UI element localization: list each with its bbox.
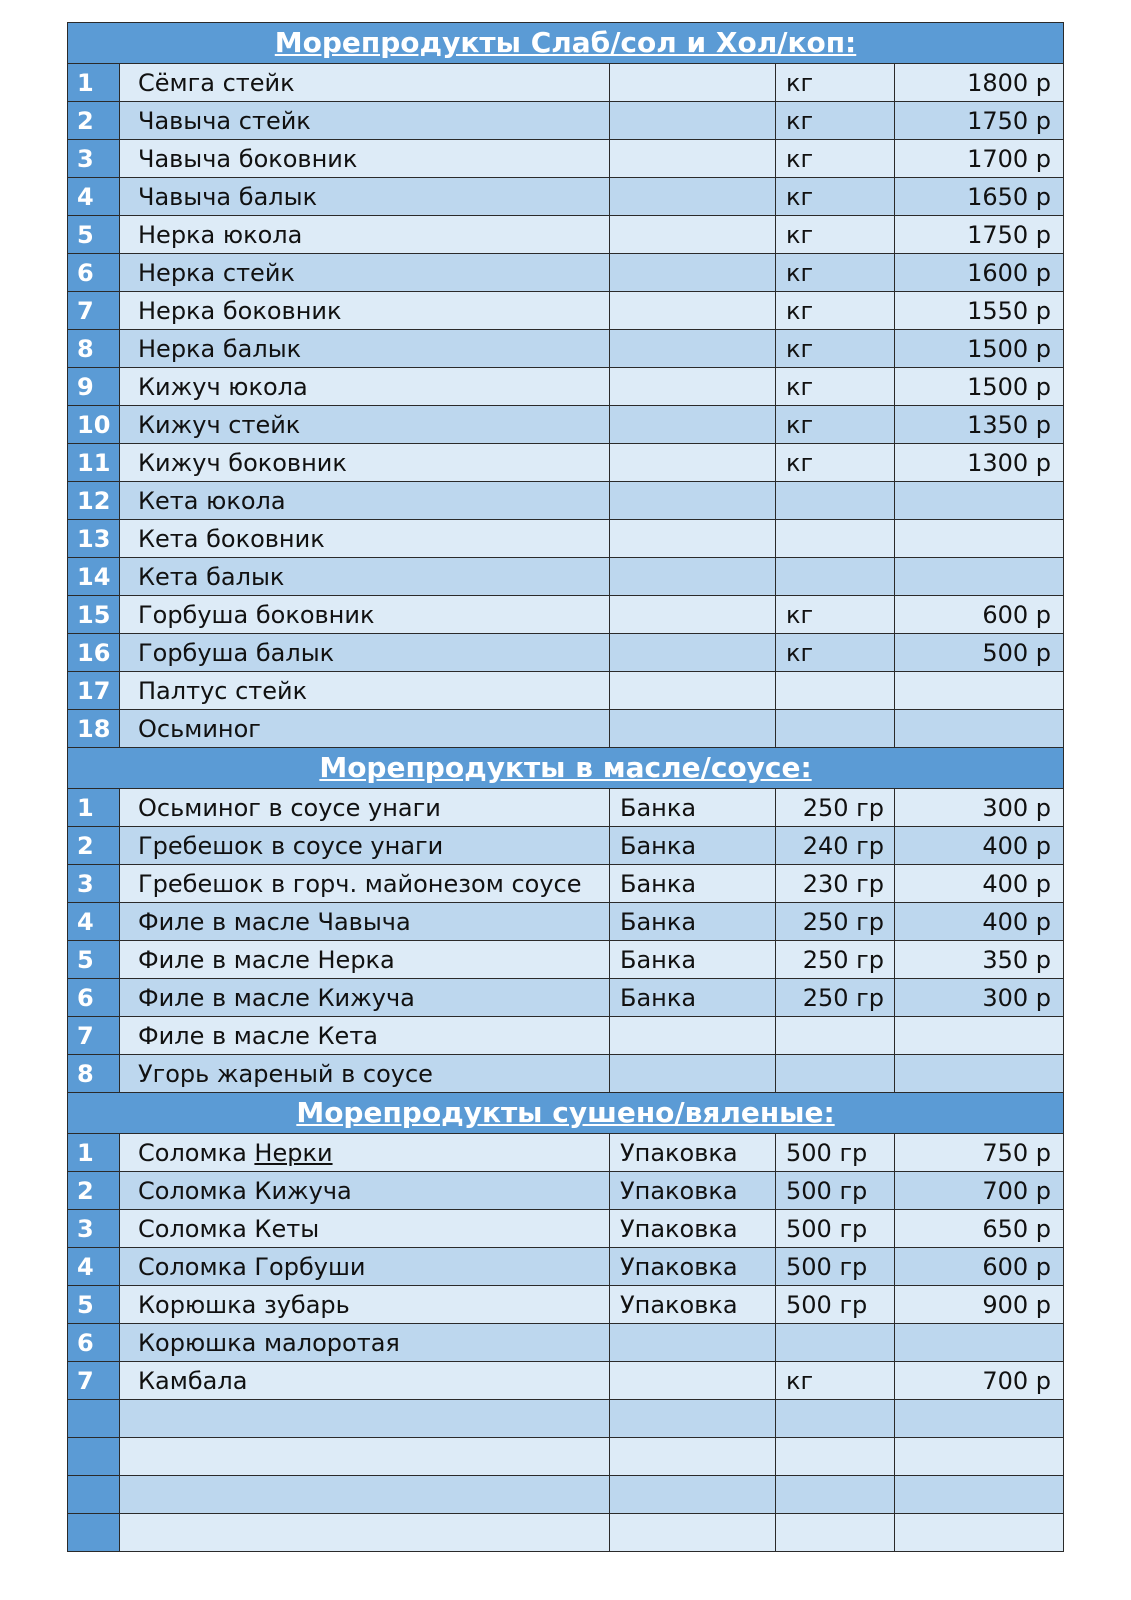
table-row [68, 1324, 1064, 1362]
unit-weight: кг [776, 102, 895, 140]
price [895, 672, 1064, 710]
price: 1300 р [895, 444, 1064, 482]
unit-weight: 500 гр [776, 1286, 895, 1324]
table-row [68, 102, 1064, 140]
table-row [68, 178, 1064, 216]
row-number: 2 [68, 827, 120, 865]
product-name: Нерка юкола [120, 216, 610, 254]
package-type: Банка [610, 979, 776, 1017]
unit-weight: кг [776, 596, 895, 634]
product-name: Нерка балык [120, 330, 610, 368]
product-name [120, 1514, 610, 1552]
package-type [610, 1055, 776, 1093]
row-number: 10 [68, 406, 120, 444]
price: 1350 р [895, 406, 1064, 444]
row-number: 3 [68, 140, 120, 178]
package-type [610, 140, 776, 178]
row-number [68, 1476, 120, 1514]
unit-weight: кг [776, 64, 895, 102]
package-type [610, 102, 776, 140]
product-name: Осьминог в соусе унаги [120, 789, 610, 827]
table-row [68, 1172, 1064, 1210]
product-name: Кета боковник [120, 520, 610, 558]
price: 1750 р [895, 216, 1064, 254]
row-number: 15 [68, 596, 120, 634]
unit-weight [776, 1017, 895, 1055]
product-name: Кета балык [120, 558, 610, 596]
unit-weight [776, 1514, 895, 1552]
section-header [68, 1093, 1064, 1134]
table-row [68, 1514, 1064, 1552]
package-type [610, 1400, 776, 1438]
table-row [68, 634, 1064, 672]
unit-weight [776, 710, 895, 748]
section-title: Морепродукты сушено/вяленые: [68, 1093, 1064, 1134]
row-number: 2 [68, 102, 120, 140]
unit-weight: кг [776, 178, 895, 216]
row-number: 3 [68, 1210, 120, 1248]
package-type [610, 1438, 776, 1476]
row-number: 7 [68, 1362, 120, 1400]
table-row [68, 216, 1064, 254]
price: 400 р [895, 827, 1064, 865]
product-name: Чавыча стейк [120, 102, 610, 140]
row-number: 8 [68, 330, 120, 368]
row-number: 6 [68, 1324, 120, 1362]
unit-weight: 500 гр [776, 1134, 895, 1172]
unit-weight: 250 гр [776, 903, 895, 941]
package-type: Банка [610, 789, 776, 827]
table-row [68, 406, 1064, 444]
unit-weight: 500 гр [776, 1172, 895, 1210]
price: 1500 р [895, 330, 1064, 368]
price [895, 1400, 1064, 1438]
product-name [120, 1134, 610, 1172]
product-name: Сёмга стейк [120, 64, 610, 102]
package-type: Банка [610, 865, 776, 903]
row-number: 9 [68, 368, 120, 406]
table-row [68, 1055, 1064, 1093]
row-number: 7 [68, 1017, 120, 1055]
price: 1700 р [895, 140, 1064, 178]
product-name: Филе в масле Кижуча [120, 979, 610, 1017]
price: 1550 р [895, 292, 1064, 330]
package-type [610, 406, 776, 444]
package-type [610, 216, 776, 254]
product-name: Осьминог [120, 710, 610, 748]
price [895, 1438, 1064, 1476]
product-name: Угорь жареный в соусе [120, 1055, 610, 1093]
package-type [610, 178, 776, 216]
price [895, 558, 1064, 596]
package-type: Банка [610, 827, 776, 865]
unit-weight [776, 1476, 895, 1514]
product-name: Нерка боковник [120, 292, 610, 330]
row-number: 1 [68, 64, 120, 102]
price [895, 1514, 1064, 1552]
table-row [68, 672, 1064, 710]
table-row [68, 1476, 1064, 1514]
row-number: 12 [68, 482, 120, 520]
row-number: 6 [68, 254, 120, 292]
price: 700 р [895, 1172, 1064, 1210]
row-number: 18 [68, 710, 120, 748]
package-type: Упаковка [610, 1134, 776, 1172]
package-type [610, 64, 776, 102]
package-type [610, 710, 776, 748]
price: 1500 р [895, 368, 1064, 406]
price [895, 1476, 1064, 1514]
section-title: Морепродукты Слаб/сол и Хол/коп: [68, 23, 1064, 64]
package-type [610, 596, 776, 634]
price: 300 р [895, 979, 1064, 1017]
package-type [610, 330, 776, 368]
price [895, 1017, 1064, 1055]
package-type [610, 482, 776, 520]
row-number: 3 [68, 865, 120, 903]
unit-weight: кг [776, 634, 895, 672]
table-row [68, 140, 1064, 178]
product-name: Гребешок в соусе унаги [120, 827, 610, 865]
product-name: Корюшка зубарь [120, 1286, 610, 1324]
product-name: Кижуч стейк [120, 406, 610, 444]
product-name-underlined: Нерки [254, 1138, 333, 1167]
price: 650 р [895, 1210, 1064, 1248]
row-number: 1 [68, 1134, 120, 1172]
package-type [610, 1476, 776, 1514]
table-row [68, 789, 1064, 827]
price: 600 р [895, 1248, 1064, 1286]
product-name: Нерка стейк [120, 254, 610, 292]
price: 1800 р [895, 64, 1064, 102]
package-type: Упаковка [610, 1248, 776, 1286]
price: 400 р [895, 903, 1064, 941]
unit-weight [776, 1324, 895, 1362]
price: 300 р [895, 789, 1064, 827]
product-name: Гребешок в горч. майонезом соусе [120, 865, 610, 903]
product-name: Филе в масле Нерка [120, 941, 610, 979]
product-name: Соломка Кижуча [120, 1172, 610, 1210]
section-header [68, 748, 1064, 789]
unit-weight [776, 672, 895, 710]
row-number: 5 [68, 941, 120, 979]
unit-weight [776, 520, 895, 558]
package-type [610, 444, 776, 482]
price: 1650 р [895, 178, 1064, 216]
table-row [68, 64, 1064, 102]
table-row [68, 1362, 1064, 1400]
table-row [68, 827, 1064, 865]
price [895, 520, 1064, 558]
package-type [610, 368, 776, 406]
row-number: 14 [68, 558, 120, 596]
package-type [610, 254, 776, 292]
unit-weight [776, 482, 895, 520]
price: 400 р [895, 865, 1064, 903]
row-number: 4 [68, 178, 120, 216]
table-row [68, 254, 1064, 292]
unit-weight: кг [776, 254, 895, 292]
table-row [68, 330, 1064, 368]
product-name [120, 1476, 610, 1514]
price: 900 р [895, 1286, 1064, 1324]
product-name-part: Соломка [138, 1138, 255, 1167]
product-name [120, 1438, 610, 1476]
table-row [68, 1286, 1064, 1324]
unit-weight [776, 1438, 895, 1476]
row-number: 1 [68, 789, 120, 827]
package-type: Банка [610, 941, 776, 979]
package-type: Упаковка [610, 1172, 776, 1210]
unit-weight: 230 гр [776, 865, 895, 903]
package-type [610, 1017, 776, 1055]
product-name: Корюшка малоротая [120, 1324, 610, 1362]
product-name: Кижуч боковник [120, 444, 610, 482]
unit-weight [776, 1055, 895, 1093]
unit-weight: 250 гр [776, 789, 895, 827]
unit-weight: 240 гр [776, 827, 895, 865]
price: 750 р [895, 1134, 1064, 1172]
unit-weight: кг [776, 140, 895, 178]
table-row [68, 1134, 1064, 1172]
row-number: 5 [68, 216, 120, 254]
package-type: Банка [610, 903, 776, 941]
table-row [68, 292, 1064, 330]
price: 350 р [895, 941, 1064, 979]
product-name: Камбала [120, 1362, 610, 1400]
product-name: Кета юкола [120, 482, 610, 520]
row-number: 5 [68, 1286, 120, 1324]
unit-weight: 250 гр [776, 979, 895, 1017]
row-number: 6 [68, 979, 120, 1017]
unit-weight: кг [776, 330, 895, 368]
row-number: 4 [68, 903, 120, 941]
unit-weight: кг [776, 292, 895, 330]
package-type [610, 634, 776, 672]
product-name: Горбуша боковник [120, 596, 610, 634]
unit-weight [776, 1400, 895, 1438]
row-number: 17 [68, 672, 120, 710]
package-type: Упаковка [610, 1286, 776, 1324]
table-row [68, 1210, 1064, 1248]
package-type: Упаковка [610, 1210, 776, 1248]
row-number: 8 [68, 1055, 120, 1093]
table-row [68, 520, 1064, 558]
product-name: Филе в масле Чавыча [120, 903, 610, 941]
package-type [610, 558, 776, 596]
table-row [68, 558, 1064, 596]
price [895, 1324, 1064, 1362]
package-type [610, 1324, 776, 1362]
table-row [68, 1248, 1064, 1286]
price: 500 р [895, 634, 1064, 672]
table-row [68, 596, 1064, 634]
package-type [610, 1362, 776, 1400]
unit-weight: 500 гр [776, 1248, 895, 1286]
unit-weight: кг [776, 444, 895, 482]
table-row [68, 941, 1064, 979]
product-name: Чавыча балык [120, 178, 610, 216]
unit-weight: кг [776, 216, 895, 254]
table-row [68, 710, 1064, 748]
row-number: 13 [68, 520, 120, 558]
product-name: Кижуч юкола [120, 368, 610, 406]
price: 600 р [895, 596, 1064, 634]
product-name: Чавыча боковник [120, 140, 610, 178]
section-header [68, 23, 1064, 64]
row-number [68, 1438, 120, 1476]
row-number [68, 1400, 120, 1438]
price: 1600 р [895, 254, 1064, 292]
price: 700 р [895, 1362, 1064, 1400]
table-row [68, 979, 1064, 1017]
table-row [68, 903, 1064, 941]
row-number: 2 [68, 1172, 120, 1210]
unit-weight: 500 гр [776, 1210, 895, 1248]
table-row [68, 482, 1064, 520]
package-type [610, 520, 776, 558]
price: 1750 р [895, 102, 1064, 140]
row-number: 11 [68, 444, 120, 482]
row-number [68, 1514, 120, 1552]
package-type [610, 672, 776, 710]
unit-weight [776, 558, 895, 596]
price-list-table [67, 22, 1064, 1552]
package-type [610, 1514, 776, 1552]
unit-weight: кг [776, 368, 895, 406]
table-row [68, 865, 1064, 903]
product-name: Филе в масле Кета [120, 1017, 610, 1055]
product-name: Палтус стейк [120, 672, 610, 710]
table-row [68, 368, 1064, 406]
price [895, 710, 1064, 748]
product-name: Соломка Кеты [120, 1210, 610, 1248]
section-title: Морепродукты в масле/соусе: [68, 748, 1064, 789]
product-name: Горбуша балык [120, 634, 610, 672]
table-row [68, 444, 1064, 482]
price [895, 1055, 1064, 1093]
row-number: 16 [68, 634, 120, 672]
table-row [68, 1400, 1064, 1438]
unit-weight: 250 гр [776, 941, 895, 979]
row-number: 7 [68, 292, 120, 330]
product-name: Соломка Горбуши [120, 1248, 610, 1286]
package-type [610, 292, 776, 330]
table-row [68, 1438, 1064, 1476]
price [895, 482, 1064, 520]
product-name [120, 1400, 610, 1438]
unit-weight: кг [776, 1362, 895, 1400]
row-number: 4 [68, 1248, 120, 1286]
table-row [68, 1017, 1064, 1055]
price-list-body [68, 23, 1064, 1552]
unit-weight: кг [776, 406, 895, 444]
